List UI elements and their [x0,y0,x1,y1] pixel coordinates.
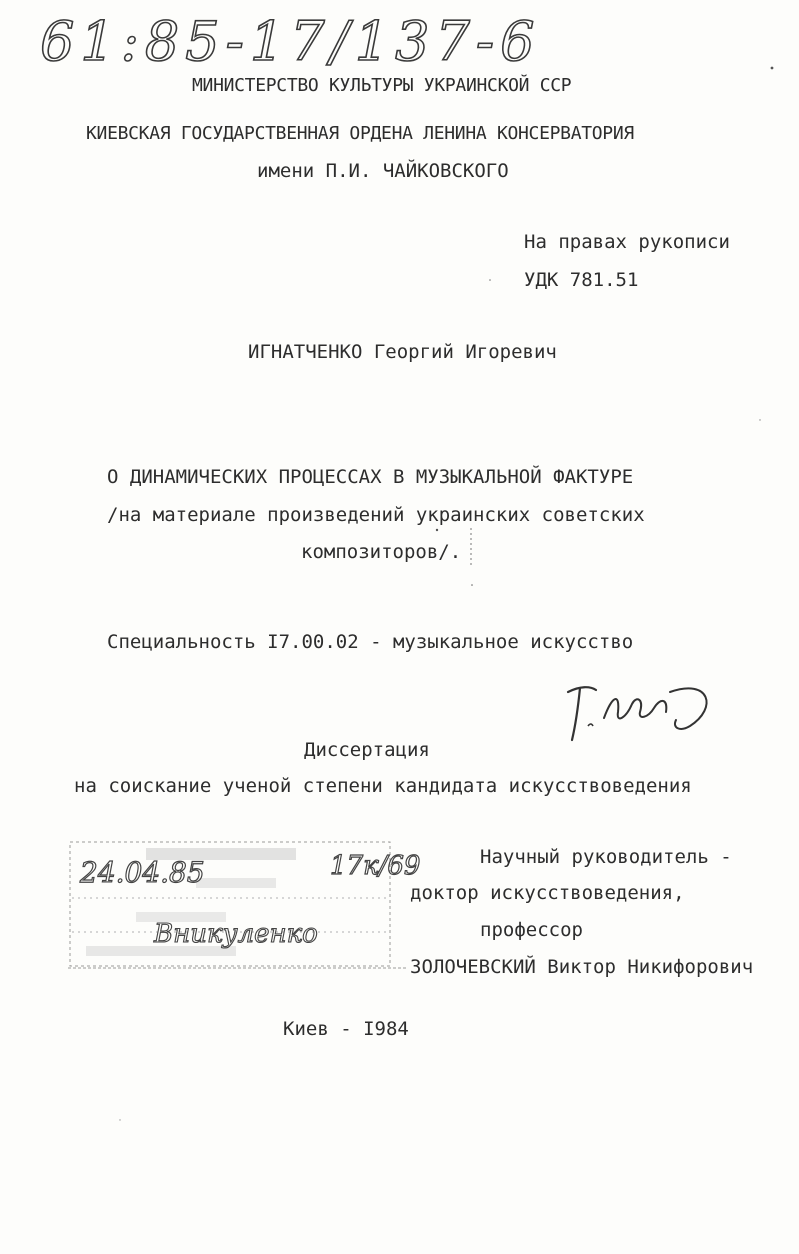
specialty-line: Специальность I7.00.02 - музыкальное искусство [107,631,634,653]
stamp-date: 24.04.85 [80,856,205,889]
manuscript-rights: На правах рукописи [524,231,730,253]
title-line-2: /на материале произведений украинских советских [107,504,645,526]
library-stamp [66,828,421,978]
advisor-role: Научный руководитель - [480,846,732,868]
stamp-number: 17к/69 [330,851,421,881]
advisor-name: ЗОЛОЧЕВСКИЙ Виктор Никифорович [410,956,754,978]
advisor-title: профессор [480,919,583,941]
udk-code: УДК 781.51 [524,269,639,291]
handwritten-archive-number [38,6,541,76]
title-line-3: композиторов/. [301,541,462,563]
author-name: ИГНАТЧЕНКО Георгий Игоревич [248,341,557,363]
dissertation-label: Диссертация [304,739,430,761]
advisor-degree: доктор искусствоведения, [410,882,685,904]
archive-number-text: 61:85-17/137-6 [40,10,541,73]
institution-name-line: имени П.И. ЧАЙКОВСКОГО [257,160,509,182]
institution-line: КИЕВСКАЯ ГОСУДАРСТВЕННАЯ ОРДЕНА ЛЕНИНА КОНСЕРВАТОРИЯ [86,123,634,144]
title-line-1: О ДИНАМИЧЕСКИХ ПРОЦЕССАХ В МУЗЫКАЛЬНОЙ ФАКТУРЕ [107,466,634,488]
dissertation-purpose: на соискание ученой степени кандидата искусствоведения [74,775,692,797]
place-year: Киев - I984 [283,1018,409,1040]
stamp-signature: Вникуленко [154,919,318,949]
ministry-line: МИНИСТЕРСТВО КУЛЬТУРЫ УКРАИНСКОЙ ССР [192,75,572,96]
signature-image [560,668,730,748]
